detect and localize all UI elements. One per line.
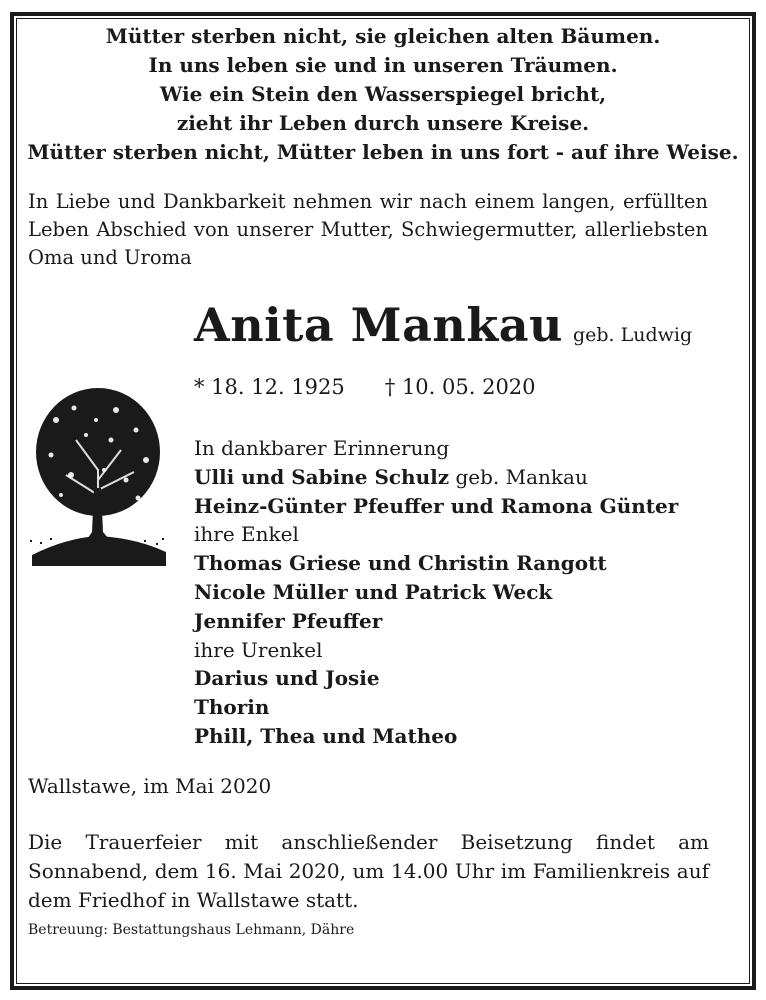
poem xyxy=(0,22,766,167)
place-date: Wallstawe, im Mai 2020 xyxy=(28,774,272,798)
poem-line: zieht ihr Leben durch unsere Kreise. xyxy=(176,111,590,135)
grandchild-entry: Nicole Müller und Patrick Weck xyxy=(194,579,553,604)
great-grandchildren-label: ihre Urenkel xyxy=(194,637,323,662)
death-date: † 10. 05. 2020 xyxy=(384,375,536,399)
poem-line: In uns leben sie und in unseren Träumen. xyxy=(148,53,618,77)
family-list xyxy=(194,434,678,751)
poem-line: Mütter sterben nicht, Mütter leben in uns fort - auf ihre Weise. xyxy=(27,140,739,164)
grandchild-entry: Thomas Griese und Christin Rangott xyxy=(194,551,607,576)
great-grandchild-entry: Darius und Josie xyxy=(194,666,380,691)
poem-line: Mütter sterben nicht, sie gleichen alten Bäumen. xyxy=(105,24,661,48)
family-entry xyxy=(194,492,678,521)
birth-date: * 18. 12. 1925 xyxy=(194,375,345,399)
ceremony-info: Die Trauerfeier mit anschließender Beisetzung findet am Sonnabend, dem 16. Mai 2020, um 14.00 Uhr im Familienkreis auf dem Friedhof in Wallstawe statt. xyxy=(28,830,709,912)
deceased-header xyxy=(194,298,692,352)
life-dates xyxy=(194,375,536,399)
great-grandchild-entry: Thorin xyxy=(194,695,270,720)
tree-icon xyxy=(26,380,170,570)
family-entry xyxy=(194,463,678,492)
grandchild-entry: Jennifer Pfeuffer xyxy=(194,608,383,633)
child-note: geb. Mankau xyxy=(449,464,588,489)
child-names: Heinz-Günter Pfeuffer und Ramona Günter xyxy=(194,493,679,518)
deceased-name: Anita Mankau xyxy=(194,298,563,352)
child-names: Ulli und Sabine Schulz xyxy=(194,464,450,489)
intro-text: In Liebe und Dankbarkeit nehmen wir nach einem langen, erfüllten Leben Abschied von unserer Mutter, Schwiegermutter, allerliebsten Oma und Uroma xyxy=(28,190,708,269)
funeral-home-credit: Betreuung: Bestattungshaus Lehmann, Dähre xyxy=(28,922,355,938)
maiden-name: geb. Ludwig xyxy=(572,324,693,346)
grandchildren-label: ihre Enkel xyxy=(194,522,299,547)
remembrance-label: In dankbarer Erinnerung xyxy=(194,436,450,460)
great-grandchild-entry: Phill, Thea und Matheo xyxy=(194,723,458,748)
poem-line: Wie ein Stein den Wasserspiegel bricht, xyxy=(159,82,607,106)
